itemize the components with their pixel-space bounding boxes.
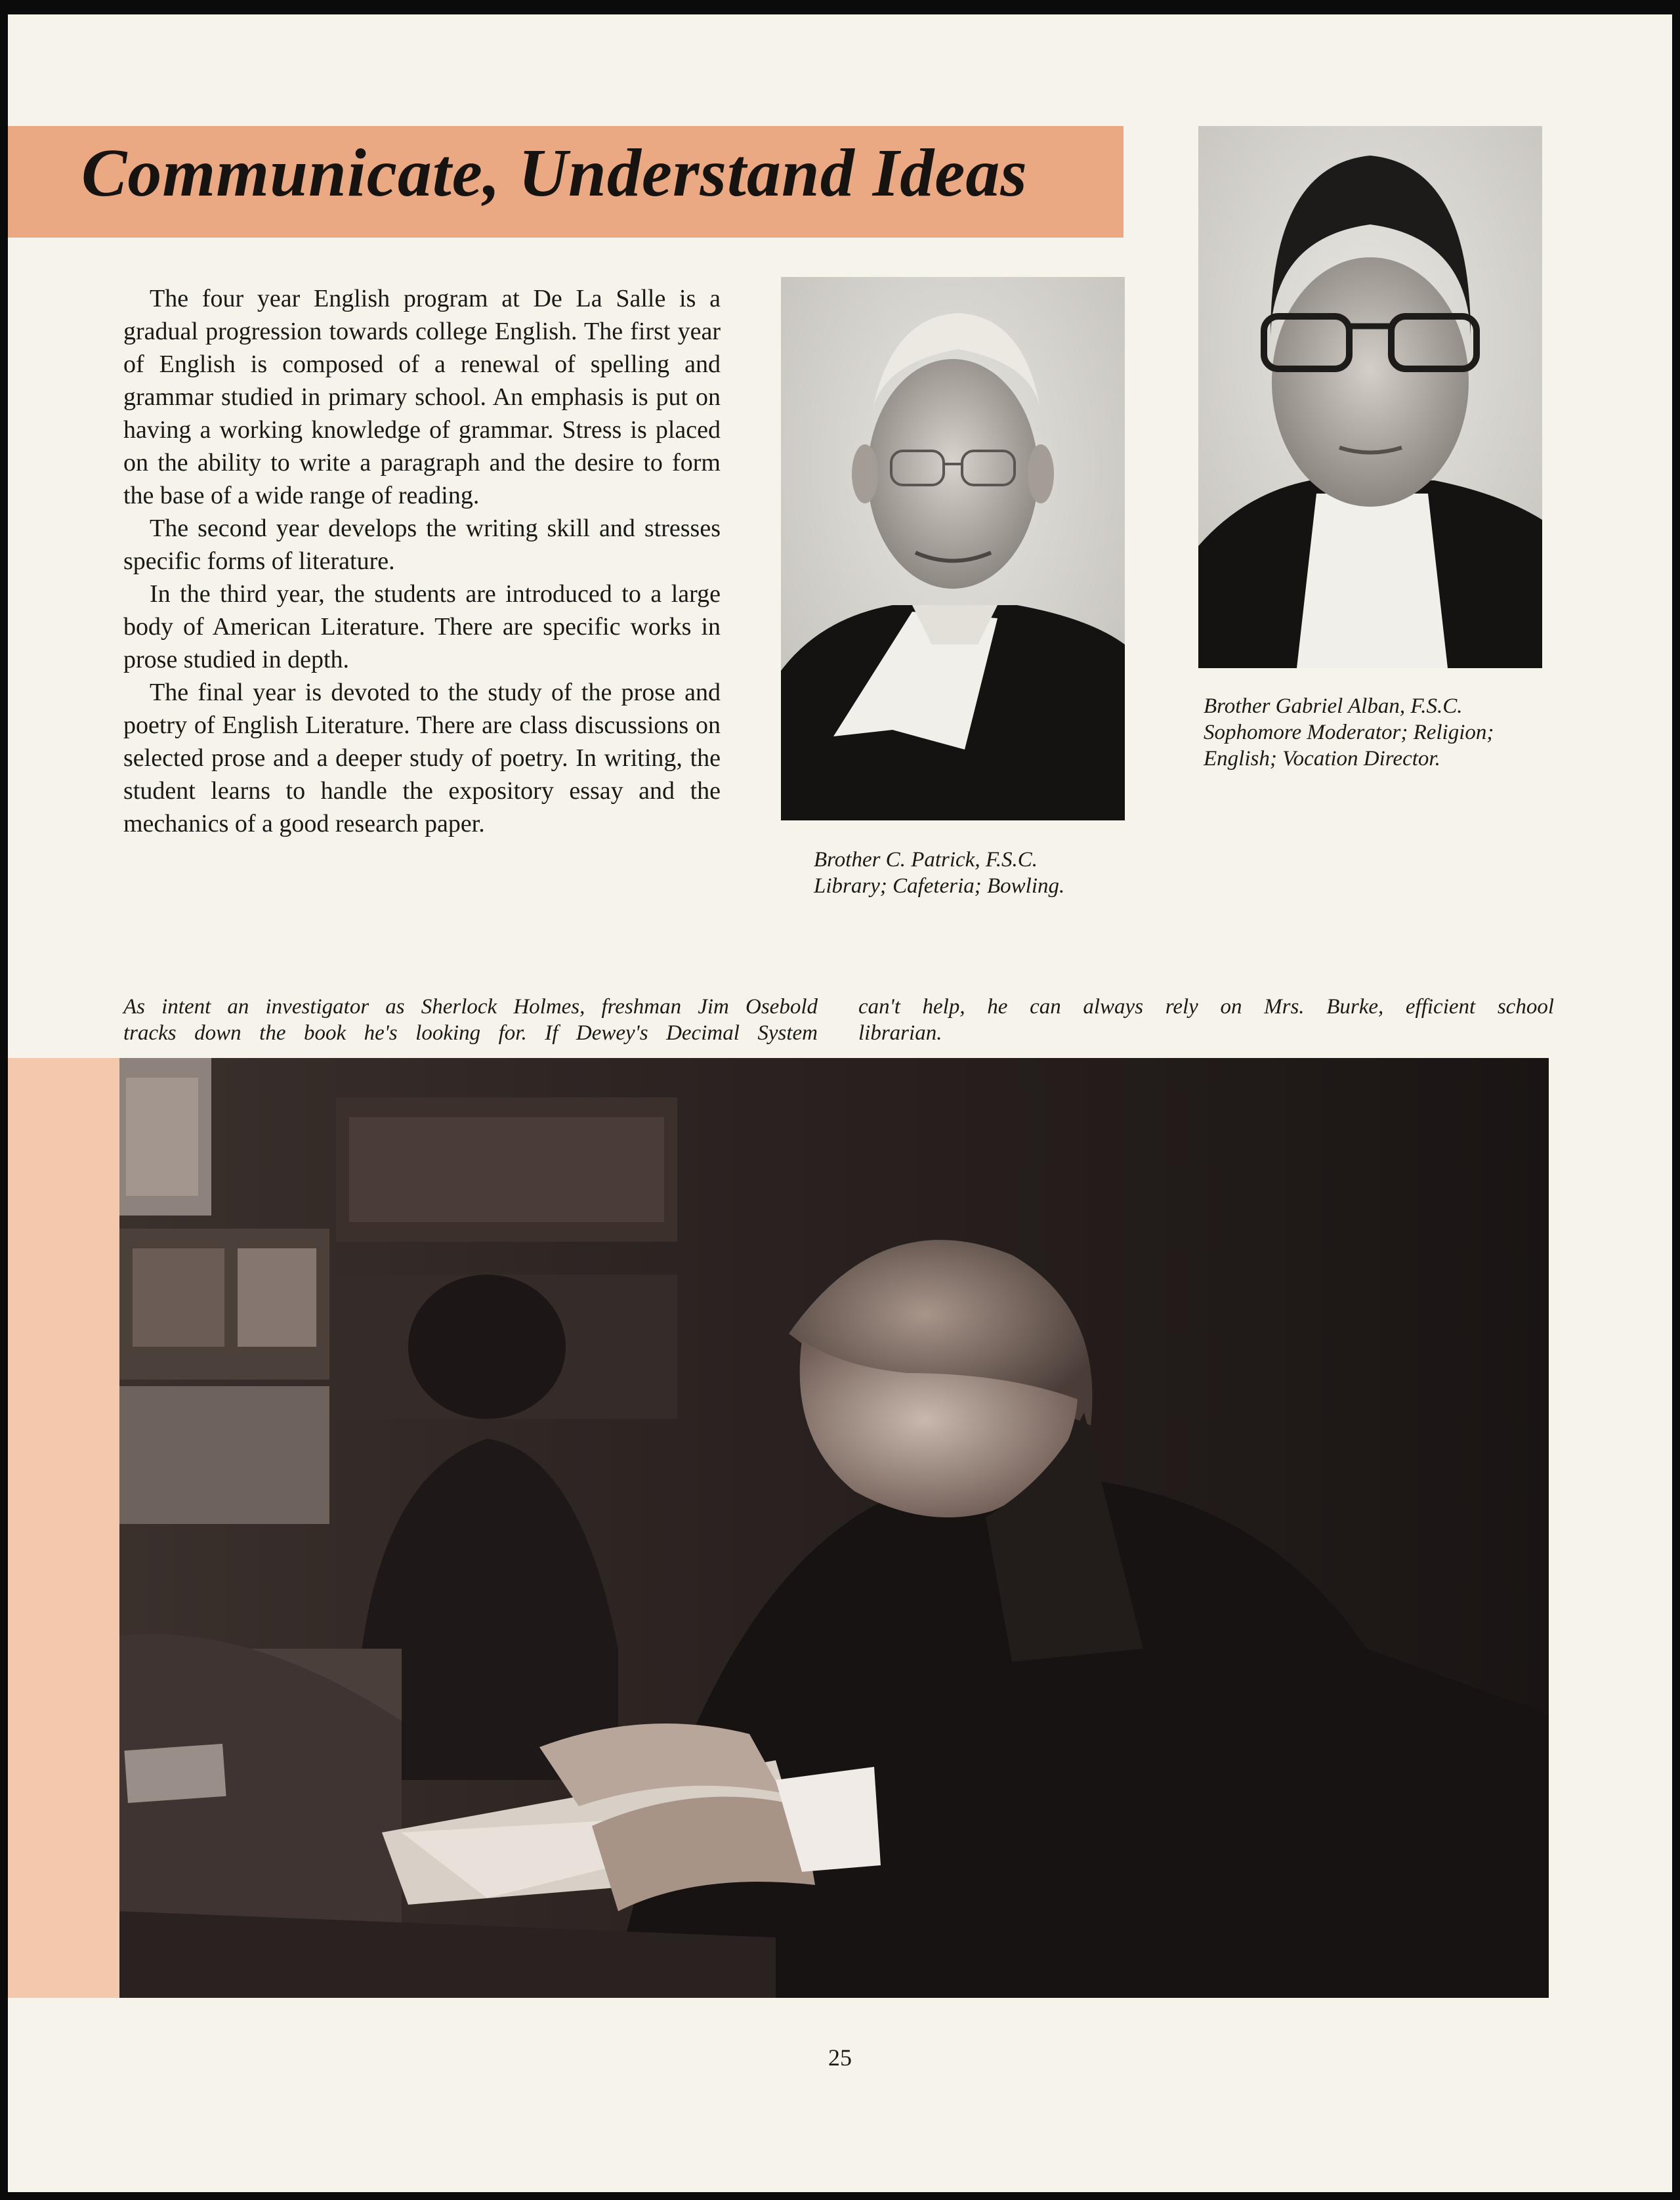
caption-line: librarian. — [858, 1021, 942, 1045]
article-paragraph: The four year English program at De La Salle is a gradual progression towards college English. The first year of English is composed of a renewal of spelling and grammar studied in primary school. An emphasis is put on having a working knowledge of grammar. Stress is placed on the ability to write a paragraph and the desire to form the base of a wide range of reading. — [123, 285, 721, 509]
article-paragraph: In the third year, the students are introduced to a large body of American Literature. There are specific works in prose studied in depth. — [123, 580, 721, 673]
caption-library-left — [123, 994, 818, 1046]
caption-line: Sophomore Moderator; Religion; — [1204, 721, 1494, 744]
caption-library-right — [858, 994, 1554, 1046]
article-paragraph: The final year is devoted to the study of the prose and poetry of English Literature. There are class discussions on selected prose and a deeper study of poetry. In writing, the student learns to handle the expository essay and the mechanics of a good research paper. — [123, 679, 721, 837]
portrait-photo-alban — [1198, 126, 1542, 668]
article-paragraph: The second year develops the writing skill and stresses specific forms of literature. — [123, 515, 721, 575]
caption-line: can't help, he can always rely on Mrs. Burke, efficient school — [858, 995, 1554, 1019]
margin-strip — [8, 1058, 119, 1998]
library-photo — [119, 1058, 1549, 1998]
article-body — [123, 282, 721, 840]
caption-line: Brother Gabriel Alban, F.S.C. — [1204, 694, 1463, 718]
caption-line: tracks down the book he's looking for. If Dewey's Decimal System — [123, 1021, 818, 1045]
yearbook-page — [8, 14, 1672, 2192]
page-number: 25 — [828, 2044, 852, 2071]
caption-line: Library; Cafeteria; Bowling. — [814, 874, 1065, 898]
caption-patrick — [814, 847, 1129, 899]
caption-alban — [1204, 693, 1545, 772]
page-title: Communicate, Understand Ideas — [81, 135, 1028, 211]
caption-line: As intent an investigator as Sherlock Holmes, freshman Jim Osebold — [123, 995, 818, 1019]
caption-line: Brother C. Patrick, F.S.C. — [814, 848, 1038, 872]
caption-line: English; Vocation Director. — [1204, 747, 1440, 771]
portrait-photo-patrick — [781, 277, 1125, 820]
